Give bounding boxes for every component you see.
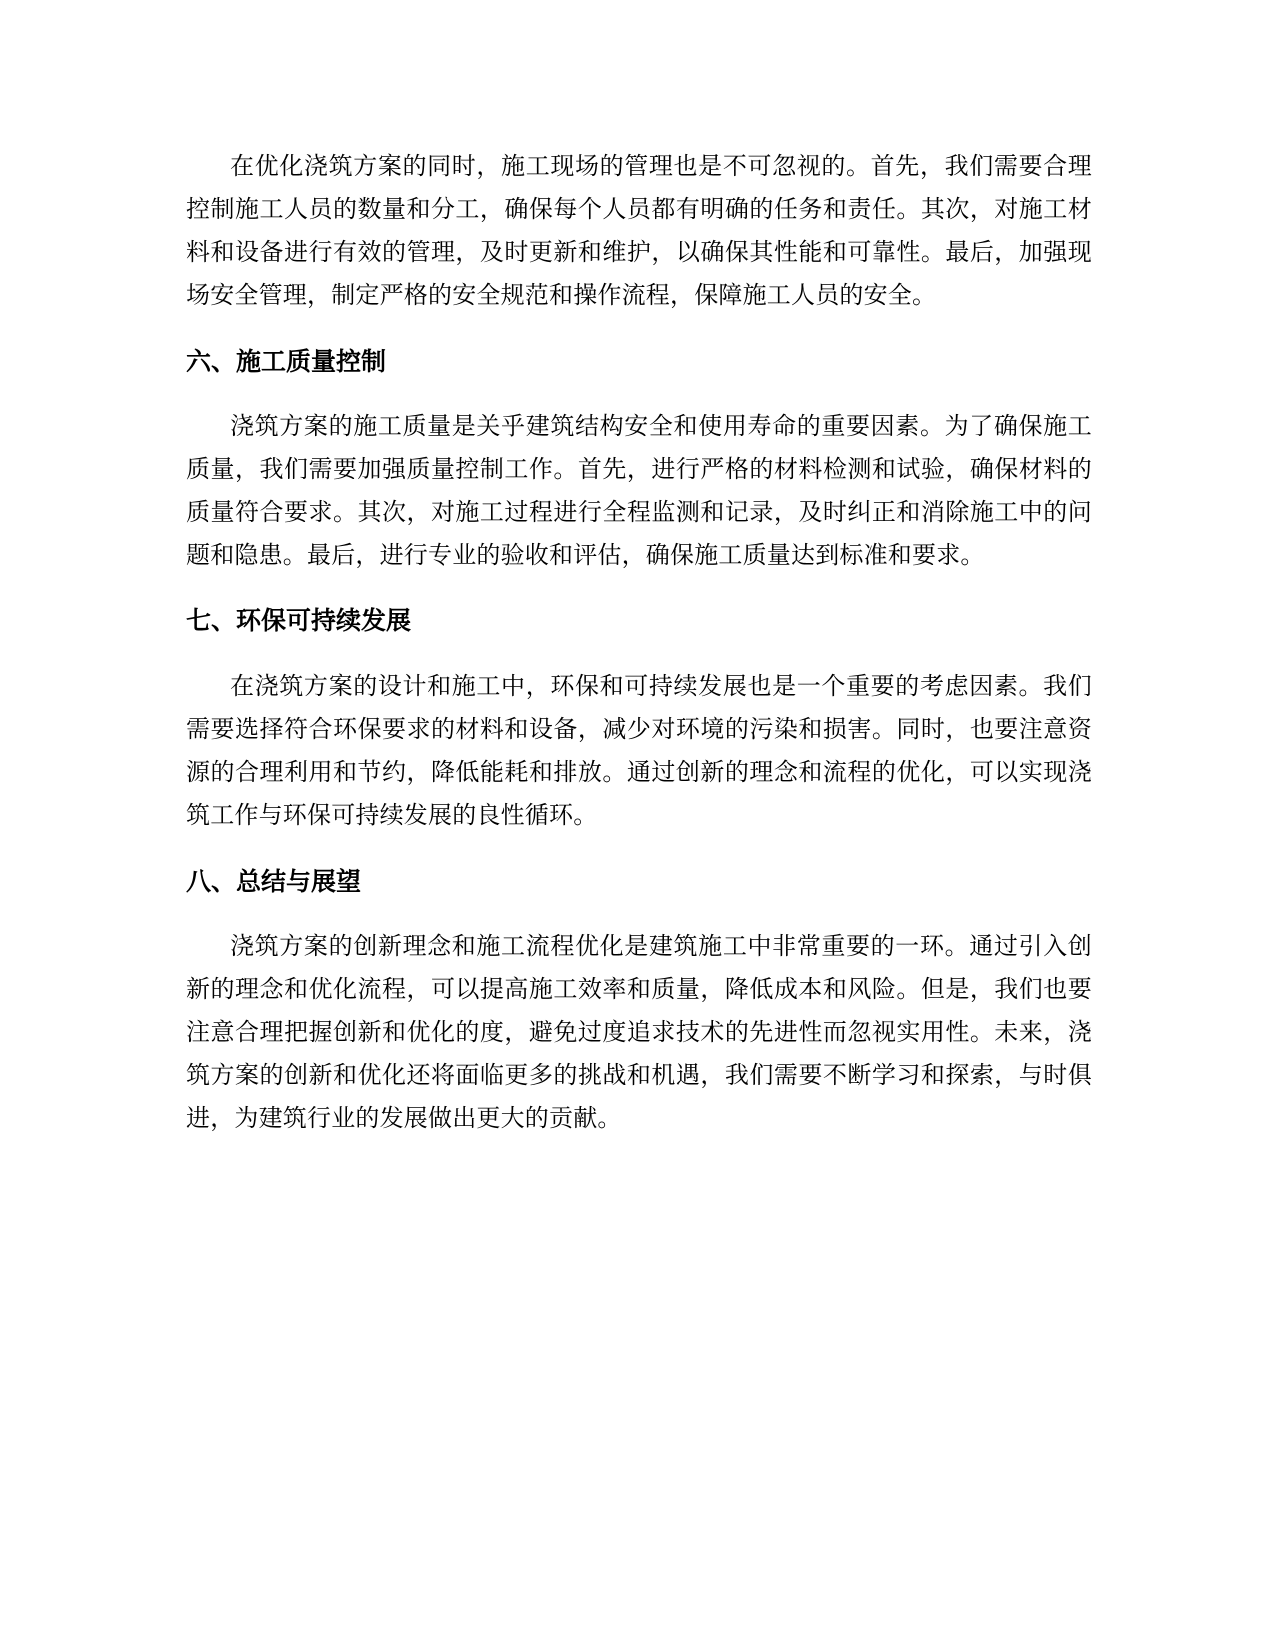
section-heading-summary: 八、总结与展望 (186, 867, 362, 896)
section-paragraph-summary: 浇筑方案的创新理念和施工流程优化是建筑施工中非常重要的一环。通过引入创新的理念和优化流程，可以提高施工效率和质量，降低成本和风险。但是，我们也要注意合理把握创新和优化的度，避免过度追求技术的先进性而忽视实用性。未来，浇筑方案的创新和优化还将面临更多的挑战和机遇，我们需要不断学习和探索，与时俱进，为建筑行业的发展做出更大的贡献。 (186, 932, 1092, 1132)
section-heading-sustainability: 七、环保可持续发展 (186, 606, 412, 635)
section-paragraph-sustainability: 在浇筑方案的设计和施工中，环保和可持续发展也是一个重要的考虑因素。我们需要选择符合环保要求的材料和设备，减少对环境的污染和损害。同时，也要注意资源的合理利用和节约，降低能耗和排放。通过创新的理念和流程的优化，可以实现浇筑工作与环保可持续发展的良性循环。 (186, 672, 1092, 829)
section-heading-quality-control: 六、施工质量控制 (186, 347, 387, 376)
section-paragraph-quality-control: 浇筑方案的施工质量是关乎建筑结构安全和使用寿命的重要因素。为了确保施工质量，我们需要加强质量控制工作。首先，进行严格的材料检测和试验，确保材料的质量符合要求。其次，对施工过程进行全程监测和记录，及时纠正和消除施工中的问题和隐患。最后，进行专业的验收和评估，确保施工质量达到标准和要求。 (186, 412, 1092, 569)
intro-paragraph: 在优化浇筑方案的同时，施工现场的管理也是不可忽视的。首先，我们需要合理控制施工人员的数量和分工，确保每个人员都有明确的任务和责任。其次，对施工材料和设备进行有效的管理，及时更新和维护，以确保其性能和可靠性。最后，加强现场安全管理，制定严格的安全规范和操作流程，保障施工人员的安全。 (186, 152, 1092, 309)
